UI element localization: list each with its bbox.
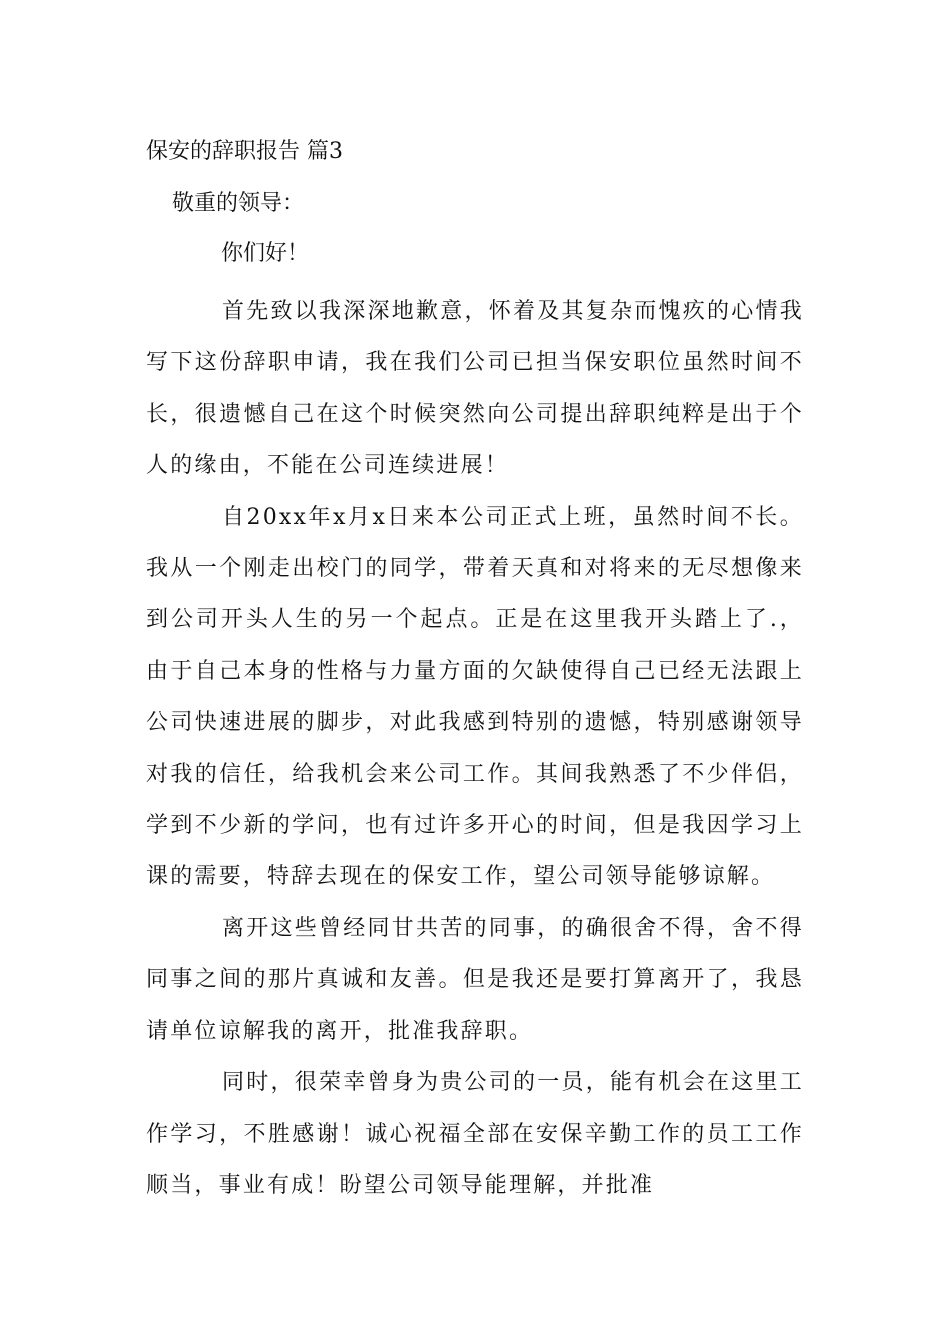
- salutation: 敬重的领导：: [172, 191, 305, 216]
- paragraph-history: 自20xx年x月x日来本公司正式上班，虽然时间不长。我从一个刚走出校门的同学，带着天真和对将来的无尽想像来到公司开头人生的另一个起点。正是在这里我开头踏上了.，由于自己本身的性格与力量方面的欠缺使得自己已经无法跟上公司快速进展的脚步，对此我感到特别的遗憾，特别感谢领导对我的信任，给我机会来公司工作。其间我熟悉了不少伴侣，学到不少新的学问，也有过许多开心的时间，但是我因学习上课的需要，特辞去现在的保安工作，望公司领导能够谅解。: [146, 504, 804, 890]
- paragraph-apology: 首先致以我深深地歉意，怀着及其复杂而愧疚的心情我写下这份辞职申请，我在我们公司已担当保安职位虽然时间不长，很遗憾自己在这个时候突然向公司提出辞职纯粹是出于个人的缘由，不能在公司连续进展！: [146, 299, 804, 479]
- document-body: [146, 286, 804, 1211]
- paragraph-farewell: 离开这些曾经同甘共苦的同事，的确很舍不得，舍不得同事之间的那片真诚和友善。但是我还是要打算离开了，我恳请单位谅解我的离开，批准我辞职。: [146, 915, 804, 1044]
- paragraph-thanks: 同时，很荣幸曾身为贵公司的一员，能有机会在这里工作学习，不胜感谢！诚心祝福全部在安保辛勤工作的员工工作顺当，事业有成！盼望公司领导能理解，并批准: [146, 1070, 804, 1198]
- greeting: 你们好！: [221, 241, 310, 266]
- document-title: 保安的辞职报告 篇3: [146, 139, 343, 164]
